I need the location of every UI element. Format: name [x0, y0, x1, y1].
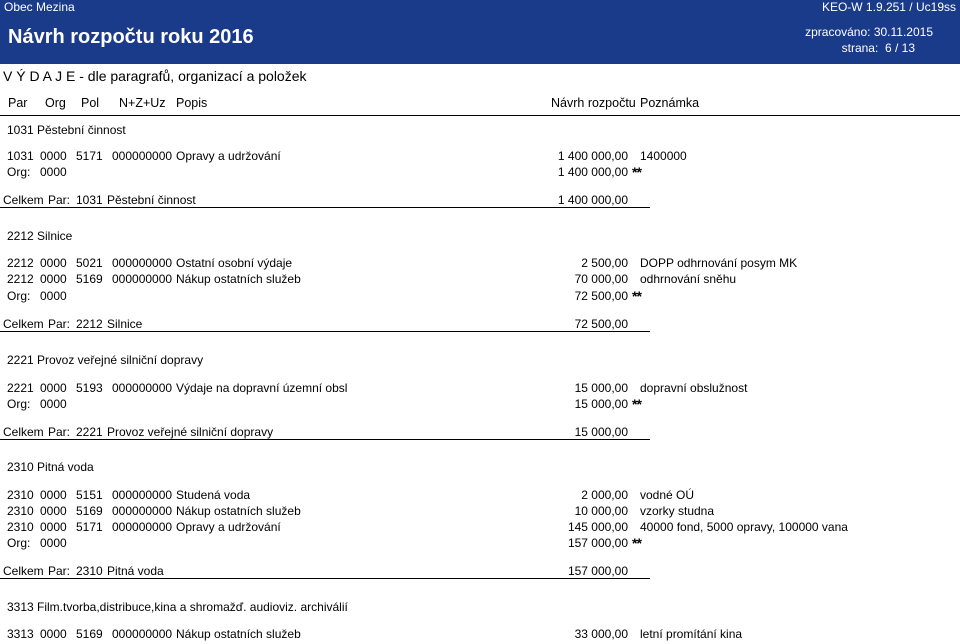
- total-amount: 15 000,00: [574, 425, 628, 439]
- cell-popis: Nákup ostatních služeb: [176, 504, 301, 518]
- cell-popis: Opravy a udržování: [176, 520, 281, 534]
- total-rule: [0, 331, 650, 332]
- section-code: 2212: [7, 229, 34, 243]
- cell-org: 0000: [40, 504, 67, 518]
- cell-org: 0000: [40, 520, 67, 534]
- top-bar: [0, 0, 960, 14]
- total-name: Silnice: [107, 317, 143, 331]
- cell-pol: 5193: [76, 381, 103, 395]
- org-amount: 72 500,00: [574, 289, 628, 303]
- cell-popis: Studená voda: [176, 488, 251, 502]
- stars-mark: **: [632, 164, 641, 180]
- cell-nz: 000000000: [112, 256, 173, 270]
- section-name: Provoz veřejné silniční dopravy: [37, 353, 204, 367]
- cell-par: 3313: [7, 627, 34, 641]
- report-code: KEO-W 1.9.251 / Uc19ss: [821, 0, 956, 14]
- section-total: [0, 192, 960, 208]
- cell-org: 0000: [40, 272, 67, 286]
- cell-note: 1400000: [640, 149, 687, 163]
- header-rule: [0, 115, 960, 116]
- section-code: 2221: [7, 353, 34, 367]
- cell-par: 2310: [7, 488, 34, 502]
- table-row: [0, 255, 960, 271]
- cell-amount: 10 000,00: [574, 504, 628, 518]
- col-par: Par: [8, 96, 28, 110]
- total-par-label: Par:: [48, 317, 71, 331]
- col-pol: Pol: [81, 96, 100, 110]
- cell-popis: Opravy a udržování: [176, 149, 281, 163]
- org-subtotal: [0, 164, 960, 180]
- cell-nz: 000000000: [112, 149, 173, 163]
- cell-nz: 000000000: [112, 488, 173, 502]
- section-name: Silnice: [37, 229, 73, 243]
- total-celkem: Celkem: [3, 317, 44, 331]
- cell-nz: 000000000: [112, 627, 173, 641]
- org-subtotal: [0, 288, 960, 304]
- total-celkem: Celkem: [3, 193, 44, 207]
- org-label: Org:: [7, 536, 31, 550]
- section-total: [0, 424, 960, 440]
- table-row: [0, 271, 960, 287]
- org-subtotal: [0, 535, 960, 551]
- total-celkem: Celkem: [3, 564, 44, 578]
- cell-popis: Ostatní osobní výdaje: [176, 256, 293, 270]
- cell-nz: 000000000: [112, 504, 173, 518]
- table-row: [0, 380, 960, 396]
- org-label: Org:: [7, 289, 31, 303]
- total-code: 1031: [76, 193, 103, 207]
- section-total: [0, 563, 960, 579]
- total-rule: [0, 207, 650, 208]
- cell-org: 0000: [40, 256, 67, 270]
- section-name: Pěstební činnost: [37, 123, 126, 137]
- cell-note: vodné OÚ: [640, 488, 695, 502]
- total-name: Pěstební činnost: [107, 193, 196, 207]
- total-amount: 72 500,00: [574, 317, 628, 331]
- cell-par: 2310: [7, 504, 34, 518]
- org-label: Org:: [7, 397, 31, 411]
- page-number: strana: 6 / 13: [841, 41, 915, 55]
- section-heading: [0, 122, 960, 138]
- section-code: 2310: [7, 460, 34, 474]
- col-poznamka: Poznámka: [640, 96, 700, 110]
- section-heading: [0, 228, 960, 244]
- section-name: Film.tvorba,distribuce,kina a shromažď. audioviz. archiválií: [37, 600, 348, 614]
- page-title: Návrh rozpočtu roku 2016: [8, 26, 254, 48]
- total-celkem: Celkem: [3, 425, 44, 439]
- cell-note: DOPP odhrnování posym MK: [640, 256, 798, 270]
- cell-par: 2221: [7, 381, 34, 395]
- cell-amount: 33 000,00: [574, 627, 628, 641]
- org-code: 0000: [40, 536, 67, 550]
- cell-pol: 5169: [76, 627, 103, 641]
- cell-pol: 5171: [76, 520, 103, 534]
- org-code: 0000: [40, 165, 67, 179]
- org-label: Org:: [7, 165, 31, 179]
- total-rule: [0, 439, 650, 440]
- table-row: [0, 626, 960, 642]
- col-org: Org: [45, 96, 66, 110]
- cell-amount: 2 000,00: [581, 488, 628, 502]
- cell-amount: 15 000,00: [574, 381, 628, 395]
- section-heading: [0, 459, 960, 475]
- org-code: 0000: [40, 397, 67, 411]
- org-code: 0000: [40, 289, 67, 303]
- total-rule: [0, 578, 650, 579]
- total-code: 2221: [76, 425, 103, 439]
- total-amount: 157 000,00: [567, 564, 628, 578]
- cell-popis: Nákup ostatních služeb: [176, 272, 301, 286]
- stars-mark: **: [632, 396, 641, 412]
- total-code: 2212: [76, 317, 103, 331]
- stars-mark: **: [632, 535, 641, 551]
- cell-par: 2212: [7, 272, 34, 286]
- col-navrh: Návrh rozpočtu: [551, 96, 636, 110]
- section-name: Pitná voda: [37, 460, 94, 474]
- table-row: [0, 148, 960, 164]
- org-amount: 157 000,00: [567, 536, 628, 550]
- cell-amount: 70 000,00: [574, 272, 628, 286]
- section-heading: [0, 352, 960, 368]
- cell-amount: 1 400 000,00: [557, 149, 628, 163]
- report-subtitle: V Ý D A J E - dle paragrafů, organizací a položek: [3, 68, 307, 84]
- cell-par: 2310: [7, 520, 34, 534]
- total-par-label: Par:: [48, 564, 71, 578]
- cell-note: dopravní obslužnost: [640, 381, 748, 395]
- col-nz: N+Z+Uz: [119, 96, 166, 110]
- total-code: 2310: [76, 564, 103, 578]
- col-popis: Popis: [176, 96, 208, 110]
- table-row: [0, 519, 960, 535]
- table-row: [0, 503, 960, 519]
- cell-popis: Výdaje na dopravní územní obsl: [176, 381, 348, 395]
- stars-mark: **: [632, 288, 641, 304]
- cell-pol: 5021: [76, 256, 103, 270]
- org-amount: 1 400 000,00: [557, 165, 628, 179]
- cell-par: 1031: [7, 149, 34, 163]
- processed-date: zpracováno: 30.11.2015: [805, 25, 933, 39]
- cell-pol: 5169: [76, 504, 103, 518]
- total-par-label: Par:: [48, 193, 71, 207]
- table-row: [0, 487, 960, 503]
- cell-org: 0000: [40, 381, 67, 395]
- cell-note: letní promítání kina: [640, 627, 743, 641]
- section-code: 1031: [7, 123, 34, 137]
- cell-note: odhrnování sněhu: [640, 272, 737, 286]
- total-name: Provoz veřejné silniční dopravy: [107, 425, 274, 439]
- cell-par: 2212: [7, 256, 34, 270]
- total-amount: 1 400 000,00: [557, 193, 628, 207]
- total-par-label: Par:: [48, 425, 71, 439]
- cell-amount: 2 500,00: [581, 256, 628, 270]
- section-heading: [0, 599, 960, 615]
- cell-org: 0000: [40, 488, 67, 502]
- cell-org: 0000: [40, 627, 67, 641]
- total-name: Pitná voda: [107, 564, 164, 578]
- cell-nz: 000000000: [112, 520, 173, 534]
- section-code: 3313: [7, 600, 34, 614]
- cell-org: 0000: [40, 149, 67, 163]
- cell-pol: 5151: [76, 488, 103, 502]
- cell-pol: 5171: [76, 149, 103, 163]
- org-name: Obec Mezina: [4, 0, 75, 14]
- org-subtotal: [0, 396, 960, 412]
- org-amount: 15 000,00: [574, 397, 628, 411]
- cell-pol: 5169: [76, 272, 103, 286]
- cell-note: vzorky studna: [640, 504, 715, 518]
- cell-note: 40000 fond, 5000 opravy, 100000 vana: [640, 520, 848, 534]
- cell-nz: 000000000: [112, 272, 173, 286]
- cell-amount: 145 000,00: [567, 520, 628, 534]
- cell-nz: 000000000: [112, 381, 173, 395]
- cell-popis: Nákup ostatních služeb: [176, 627, 301, 641]
- section-total: [0, 316, 960, 332]
